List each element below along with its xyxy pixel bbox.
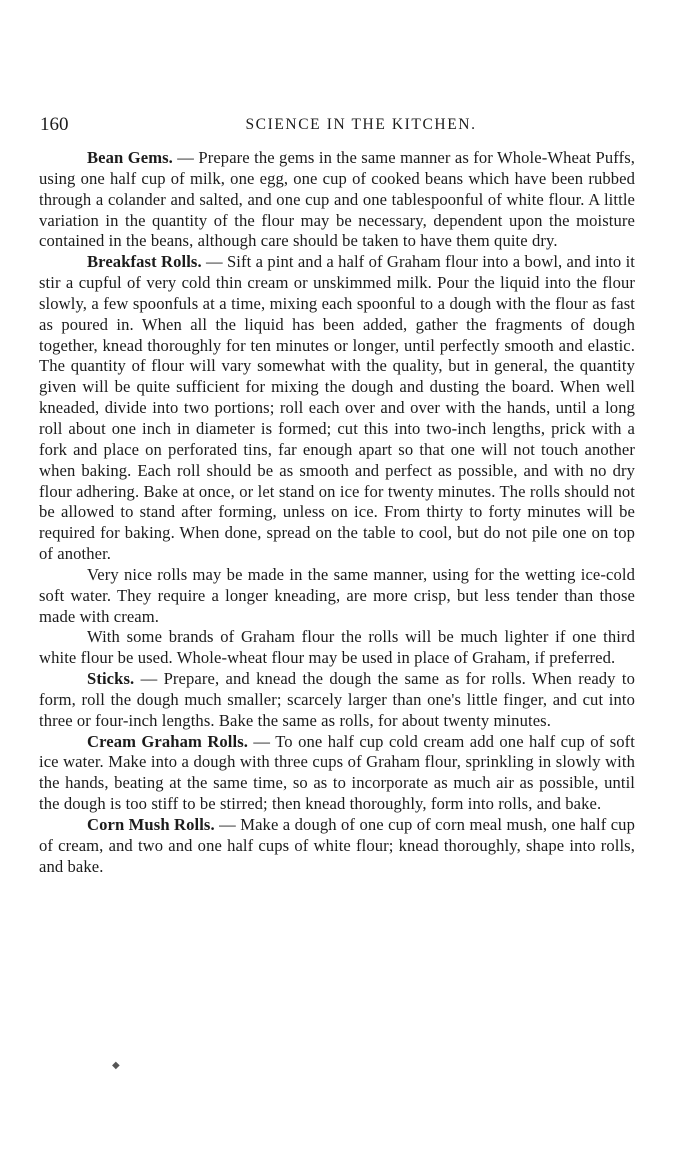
recipe-heading: Breakfast Rolls.	[87, 252, 202, 272]
recipe-breakfast-rolls	[39, 252, 635, 565]
running-title: SCIENCE IN THE KITCHEN.	[245, 116, 477, 133]
paragraph-text: Very nice rolls may be made in the same manner, using for the wetting ice-cold soft water. They require a longer kneading, are more crisp, but less tender than those made with cream.	[39, 564, 635, 626]
paragraph-text: With some brands of Graham flour the rolls will be much lighter if one third white flour be used. Whole-wheat flour may be used in place of Graham, if preferred.	[39, 627, 635, 668]
book-page	[39, 108, 635, 876]
recipe-cream-graham-rolls	[39, 732, 635, 815]
body-text	[39, 148, 635, 878]
recipe-heading: Sticks.	[87, 669, 135, 689]
running-head	[40, 108, 634, 138]
recipe-text: — Make a dough of one cup of corn meal mush, one half cup of cream, and two and one half cups of white flour; knead thoroughly, shape into rolls, and bake.	[39, 815, 635, 876]
page-number: 160	[40, 114, 69, 135]
recipe-heading: Bean Gems.	[87, 148, 173, 167]
recipe-text: — Prepare the gems in the same manner as for Whole-Wheat Puffs, using one half cup of milk, one egg, one cup of cooked beans which have been rubbed through a colander and salted, and one cup and one tablespoonful of white flour. A little variation in the quantity of the flour may be necessary, dependent upon the moisture contained in the beans, although care should be taken to have them quite dry.	[39, 148, 635, 251]
recipe-text: — Prepare, and knead the dough the same as for rolls. When ready to form, roll the dough much smaller; scarcely larger than one's little finger, and cut into three or four-inch lengths. Bake the same as rolls, for about twenty minutes.	[39, 669, 635, 730]
recipe-heading: Cream Graham Rolls.	[87, 731, 249, 751]
recipe-sticks	[39, 669, 635, 732]
recipe-bean-gems	[39, 148, 635, 252]
paragraph-variation-flour	[39, 627, 635, 669]
recipe-text: — To one half cup cold cream add one half cup of soft ice water. Make into a dough with three cups of Graham flour, sprinkling in slowly with the hands, beating at the same time, so as to incorporate as much air as possible, until the dough is too stiff to be stirred; then knead thoroughly, form into rolls, and bake.	[39, 731, 635, 814]
recipe-heading: Corn Mush Rolls.	[87, 815, 215, 834]
paragraph-variation-water	[39, 565, 635, 628]
print-speck: ◆	[112, 1060, 120, 1071]
recipe-corn-mush-rolls	[39, 815, 635, 878]
recipe-text: — Sift a pint and a half of Graham flour into a bowl, and into it stir a cupful of very cold thin cream or unskimmed milk. Pour the liquid into the flour slowly, a few spoonfuls at a time, mixing each spoonful to a dough with the flour as fast as poured in. When all the liquid has been added, gather the fragments of dough together, knead thoroughly for ten minutes or longer, until perfectly smooth and elastic. The quantity of flour will vary somewhat with the quality, but in general, the quantity given will be quite sufficient for mixing the dough and dusting the board. When well kneaded, divide into two portions; roll each over and over with the hands, until a long roll about one inch in diameter is formed; cut this into two-inch lengths, prick with a fork and place on perforated tins, far enough apart so that one will not touch another when baking. Each roll should be as smooth and perfect as possible, and with no dry flour adhering. Bake at once, or let stand on ice for twenty minutes. The rolls should not be allowed to stand after forming, unless on ice. From thirty to forty minutes will be required for baking. When done, spread on the table to cool, but do not pile one on top of another.	[39, 252, 635, 564]
